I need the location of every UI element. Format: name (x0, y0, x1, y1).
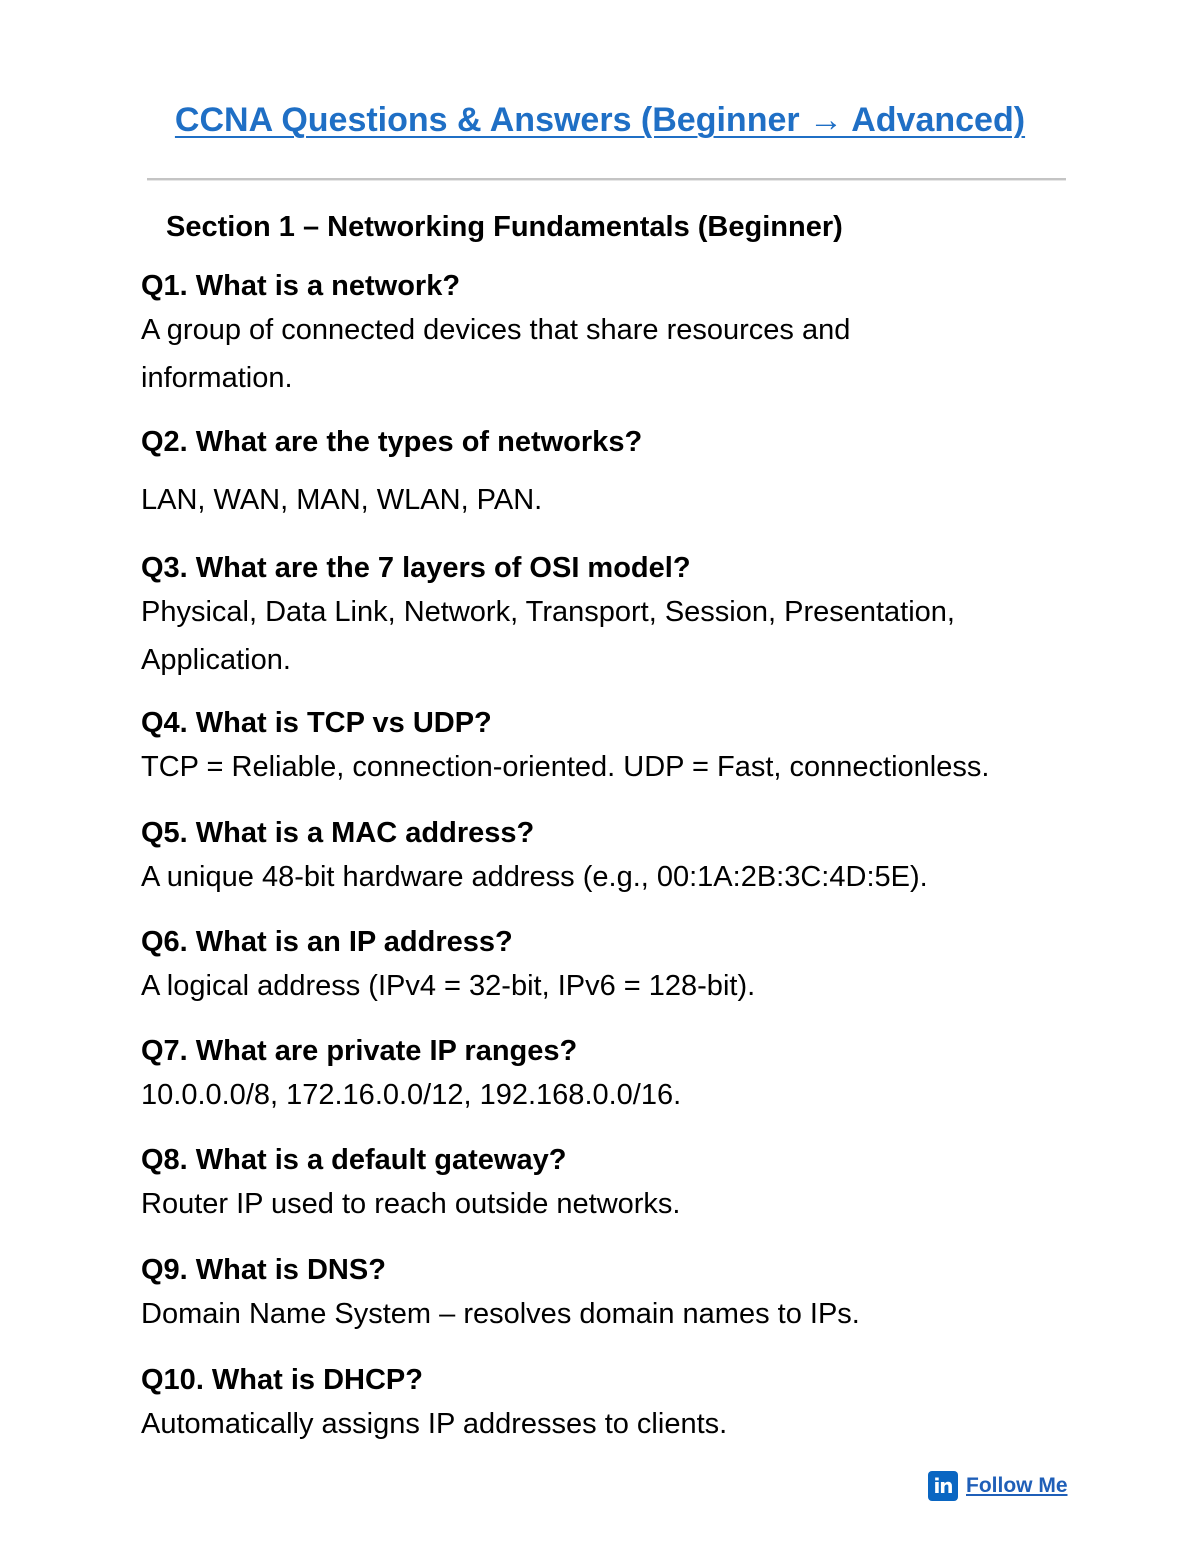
qa-item-7 (141, 1031, 1101, 1119)
answer: 10.0.0.0/8, 172.16.0.0/12, 192.168.0.0/16. (141, 1079, 682, 1111)
qa-item-1 (141, 266, 1101, 402)
answer: TCP = Reliable, connection-oriented. UDP = Fast, connectionless. (141, 751, 990, 783)
qa-item-3 (141, 548, 1101, 684)
answer: Physical, Data Link, Network, Transport, Session, Presentation, Application. (141, 596, 955, 676)
answer: Domain Name System – resolves domain names to IPs. (141, 1298, 860, 1330)
answer: A unique 48-bit hardware address (e.g., 00:1A:2B:3C:4D:5E). (141, 861, 928, 893)
section-heading: Section 1 – Networking Fundamentals (Beginner) (166, 211, 843, 243)
document-title: CCNA Questions & Answers (Beginner → Advanced) (174, 101, 1026, 139)
follow-footer (928, 1470, 1068, 1502)
qa-item-9 (141, 1250, 1101, 1338)
question: Q9. What is DNS? (141, 1254, 386, 1286)
question: Q10. What is DHCP? (141, 1364, 423, 1396)
question: Q3. What are the 7 layers of OSI model? (141, 552, 691, 584)
linkedin-icon[interactable]: in (928, 1471, 958, 1501)
question: Q2. What are the types of networks? (141, 426, 643, 458)
follow-me-link[interactable]: Follow Me (966, 1474, 1068, 1497)
qa-item-10 (141, 1360, 1101, 1448)
answer: A logical address (IPv4 = 32-bit, IPv6 = 128-bit). (141, 970, 756, 1002)
question: Q7. What are private IP ranges? (141, 1035, 578, 1067)
question: Q4. What is TCP vs UDP? (141, 707, 492, 739)
qa-item-2 (141, 422, 1101, 524)
qa-item-4 (141, 703, 1101, 791)
question: Q6. What is an IP address? (141, 926, 513, 958)
answer: LAN, WAN, MAN, WLAN, PAN. (141, 484, 543, 516)
horizontal-divider (147, 178, 1066, 181)
question: Q8. What is a default gateway? (141, 1144, 567, 1176)
qa-item-5 (141, 813, 1101, 901)
question: Q1. What is a network? (141, 270, 461, 302)
answer: Router IP used to reach outside networks. (141, 1188, 681, 1220)
qa-item-8 (141, 1140, 1101, 1228)
answer: A group of connected devices that share resources and information. (141, 314, 851, 394)
qa-item-6 (141, 922, 1101, 1010)
answer: Automatically assigns IP addresses to clients. (141, 1408, 728, 1440)
question: Q5. What is a MAC address? (141, 817, 535, 849)
